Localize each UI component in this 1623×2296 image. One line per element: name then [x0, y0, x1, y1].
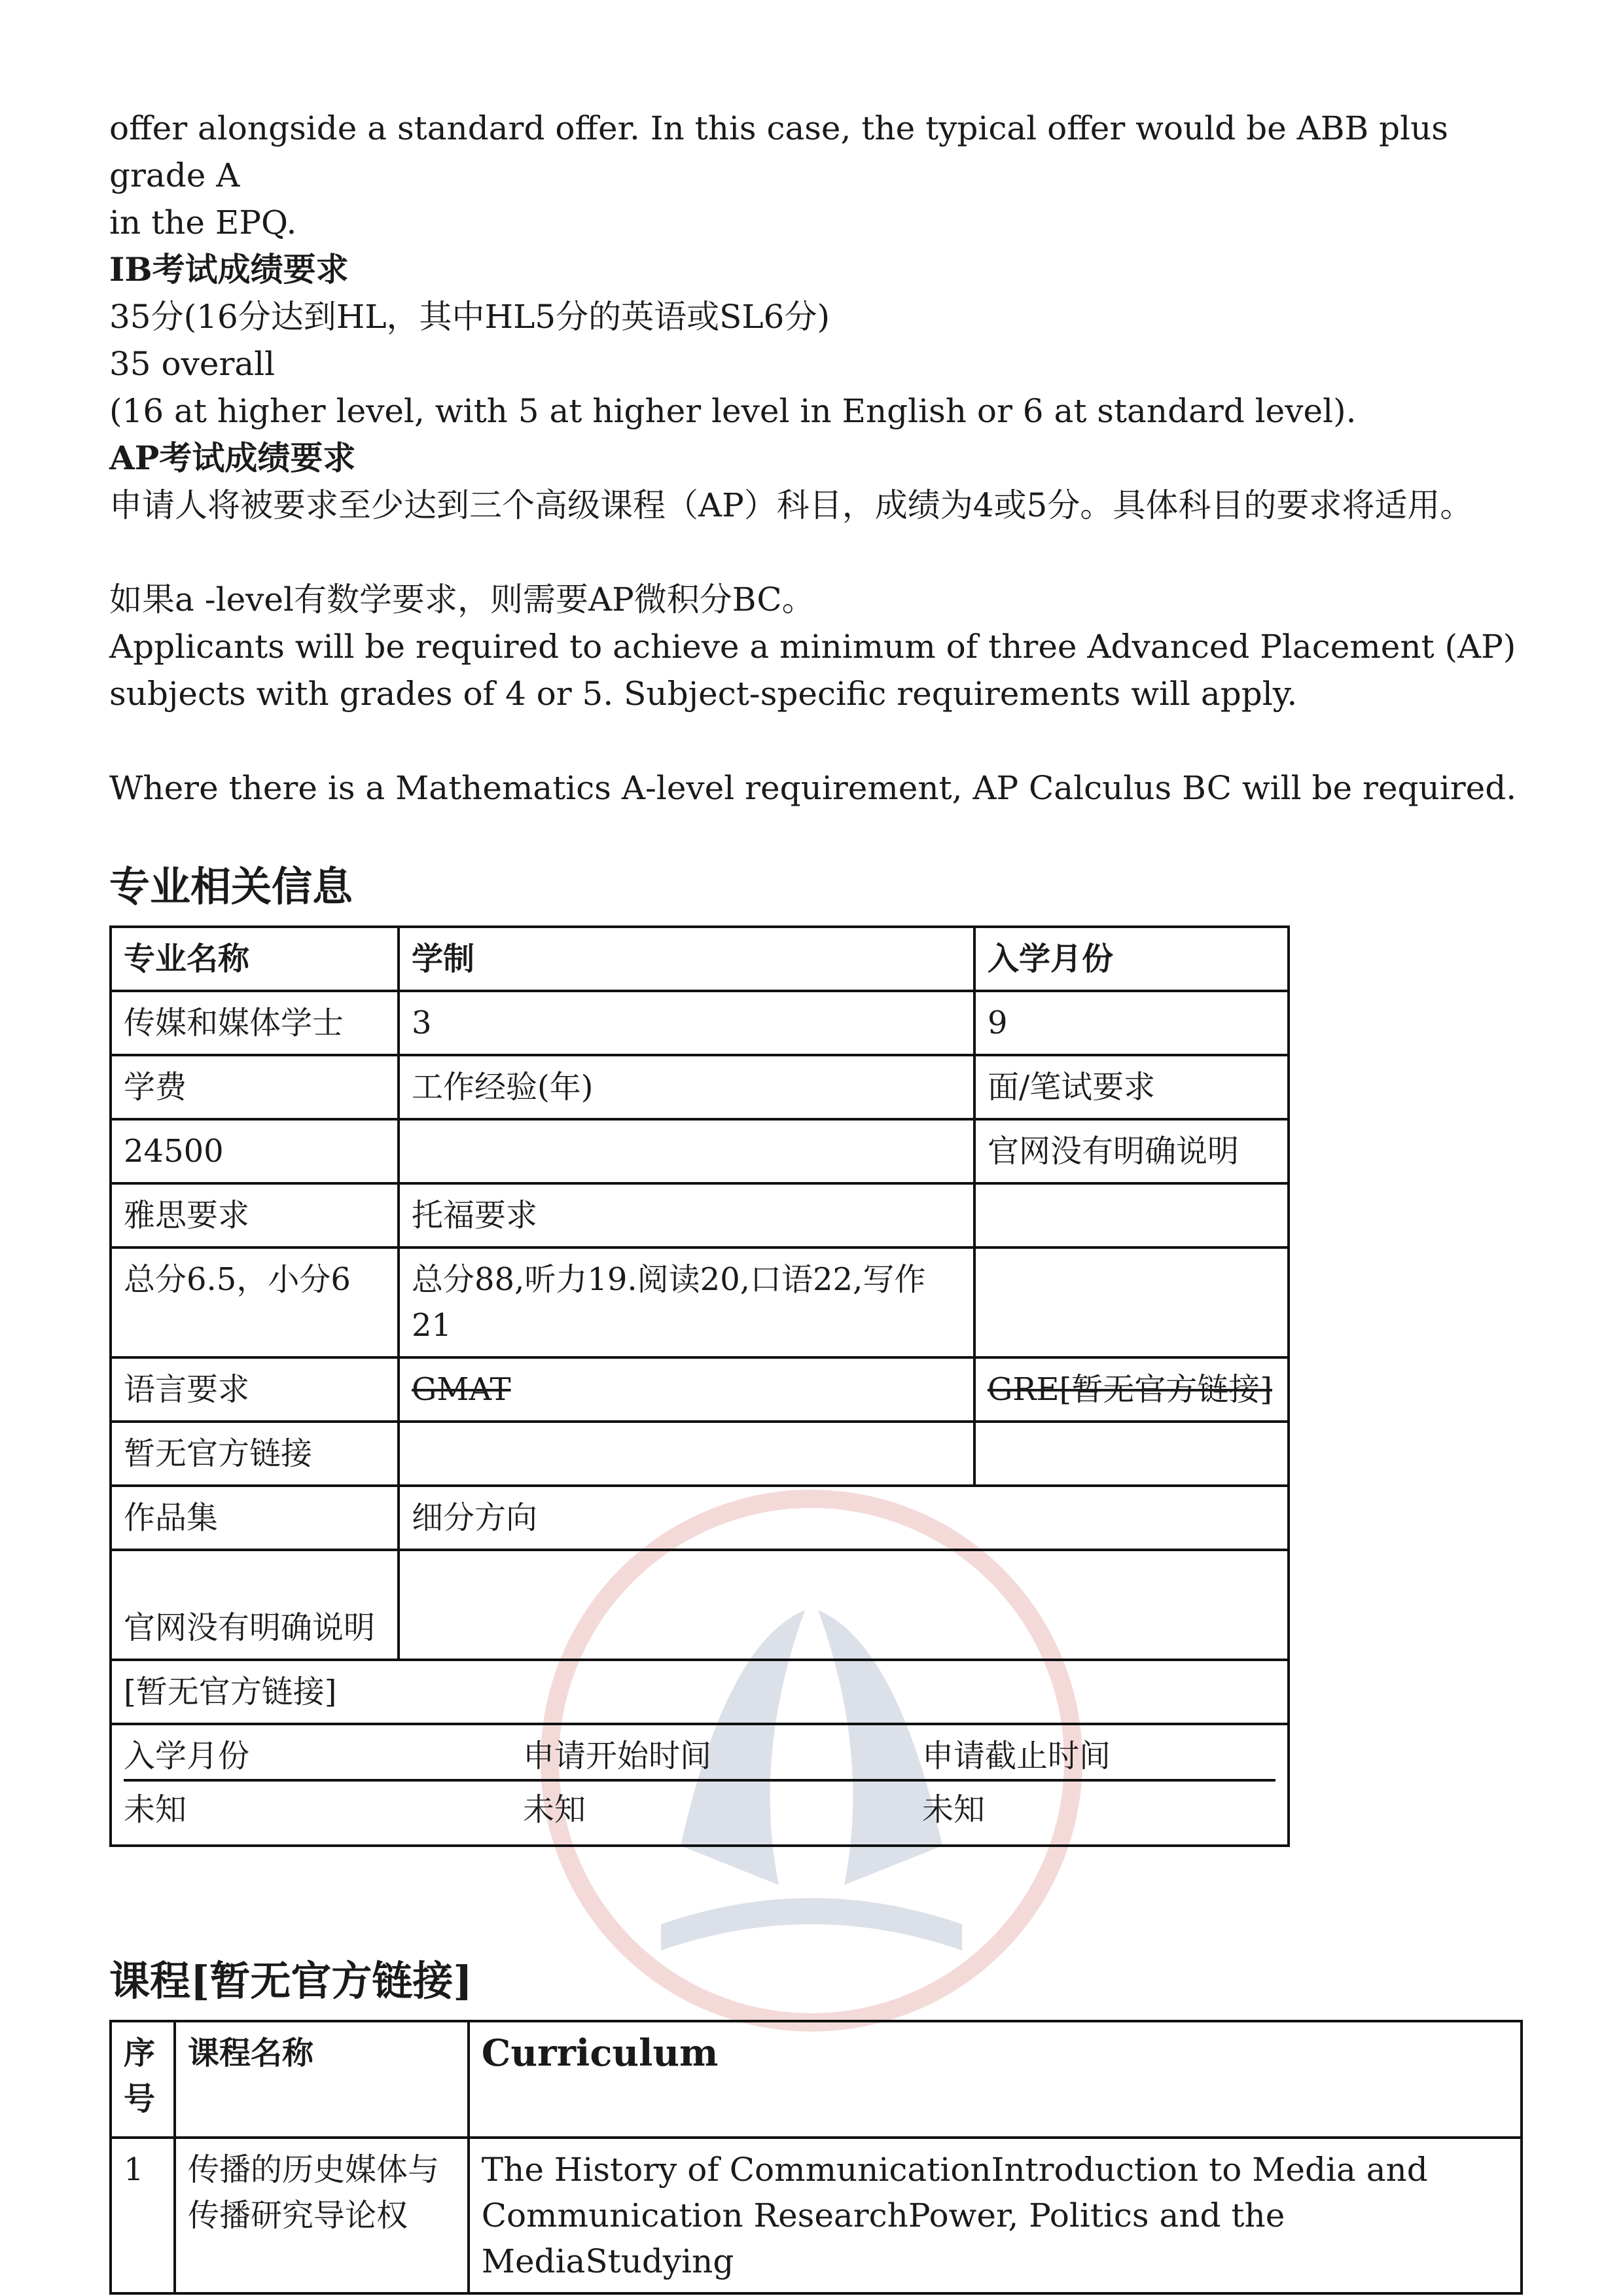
- intro-line-2: in the EPQ.: [109, 204, 297, 242]
- document-page: [109, 105, 1529, 2295]
- ib-cn: 35分(16分达到HL，其中HL5分的英语或SL6分): [109, 298, 830, 336]
- program-name: 传媒和媒体学士: [111, 991, 399, 1055]
- label-ielts: 雅思要求: [111, 1183, 399, 1247]
- intake-month: 9: [974, 991, 1289, 1055]
- program-length: 3: [399, 991, 974, 1055]
- ib-en-2: (16 at higher level, with 5 at higher level in English or 6 at standard level).: [109, 392, 1357, 430]
- header-program-name: 专业名称: [111, 927, 399, 991]
- direction-link: [暂无官方链接]: [111, 1660, 1289, 1724]
- header-curriculum: Curriculum: [469, 2021, 1522, 2138]
- course-number: 1: [111, 2138, 175, 2293]
- header-course-name: 课程名称: [175, 2021, 469, 2138]
- dates-cell: [111, 1724, 1289, 1846]
- portfolio-value: 官网没有明确说明: [111, 1550, 399, 1660]
- ap-cn-2: 如果a -level有数学要求，则需要AP微积分BC。: [109, 581, 815, 619]
- label-language: 语言要求: [111, 1357, 399, 1422]
- course-curriculum: The History of CommunicationIntroduction to Media and Communication ResearchPower, Politics and the MediaStudying: [469, 2138, 1522, 2293]
- program-table: [109, 925, 1290, 1847]
- header-intake-month: 入学月份: [974, 927, 1289, 991]
- dates-value-month: 未知: [124, 1791, 187, 1828]
- dates-value-start: 未知: [523, 1791, 586, 1828]
- label-direction: 细分方向: [399, 1486, 1289, 1550]
- label-gmat: GMAT: [399, 1357, 974, 1422]
- ap-en-2: subjects with grades of 4 or 5. Subject-specific requirements will apply.: [109, 675, 1298, 713]
- label-toefl: 托福要求: [399, 1183, 974, 1247]
- label-interview: 面/笔试要求: [974, 1055, 1289, 1119]
- dates-header-start: 申请开始时间: [523, 1738, 712, 1774]
- ielts-value: 总分6.5，小分6: [111, 1247, 399, 1357]
- dates-value-end: 未知: [922, 1791, 986, 1828]
- label-portfolio: 作品集: [111, 1486, 399, 1550]
- work-experience-value: [399, 1119, 974, 1183]
- interview-value: 官网没有明确说明: [974, 1119, 1289, 1183]
- ap-en-1: Applicants will be required to achieve a minimum of three Advanced Placement (AP): [109, 628, 1516, 666]
- toefl-value: 总分88,听力19.阅读20,口语22,写作21: [399, 1247, 974, 1357]
- header-number: 序号: [111, 2021, 175, 2138]
- table-row: [111, 2138, 1522, 2293]
- language-value: 暂无官方链接: [111, 1422, 399, 1486]
- program-section-title: 专业相关信息: [109, 863, 353, 910]
- ap-en-3: Where there is a Mathematics A-level requirement, AP Calculus BC will be required.: [109, 769, 1517, 807]
- ib-heading: IB考试成绩要求: [109, 250, 349, 289]
- header-program-length: 学制: [399, 927, 974, 991]
- fee-value: 24500: [111, 1119, 399, 1183]
- courses-table: [109, 2020, 1523, 2295]
- ib-en-1: 35 overall: [109, 345, 276, 383]
- label-fee: 学费: [111, 1055, 399, 1119]
- dates-header-end: 申请截止时间: [922, 1738, 1111, 1774]
- dates-header-month: 入学月份: [124, 1738, 250, 1774]
- ap-cn-1: 申请人将被要求至少达到三个高级课程（AP）科目，成绩为4或5分。具体科目的要求将适用。: [109, 486, 1473, 524]
- intro-line-1: offer alongside a standard offer. In this case, the typical offer would be ABB plus grade A: [109, 109, 1448, 194]
- ap-heading: AP考试成绩要求: [109, 439, 356, 477]
- courses-section-title: 课程[暂无官方链接]: [109, 1957, 473, 2005]
- label-work-experience: 工作经验(年): [399, 1055, 974, 1119]
- label-gre: GRE[暂无官方链接]: [974, 1357, 1289, 1422]
- course-name: 传播的历史媒体与传播研究导论权: [175, 2138, 469, 2293]
